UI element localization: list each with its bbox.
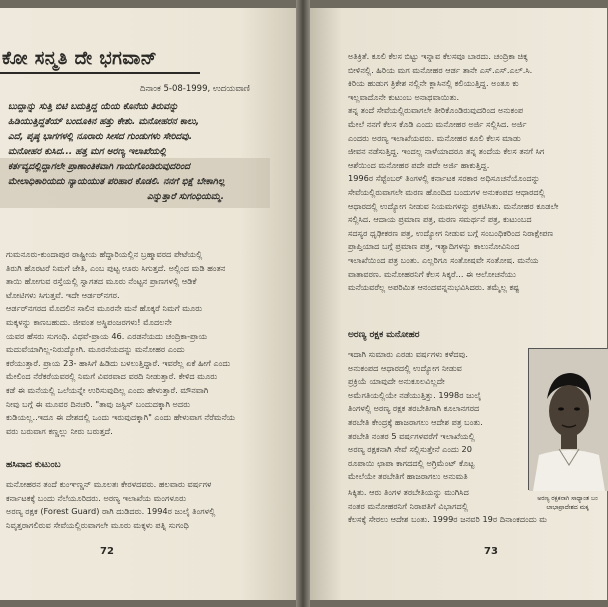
text-line: ಪ್ರಕ್ರಿಯೆ ಯಾವುದೇ ಅನುಕೂಲವಿಲ್ಲದೇ (348, 376, 445, 387)
title-underline (0, 46, 200, 74)
caption-line: ಲಾಭಾಪ್ರಾದೇಶದ ಮಕ್ಕ (546, 504, 589, 511)
left-body-text-2 (6, 478, 294, 532)
text-line: ಸಿಕ್ಕಿತು. ಆರು ತಿಂಗಳ ತರಬೇತಿಯನ್ನು ಮುಗಿಸಿದ (348, 487, 469, 497)
text-line: ಗುಮನೂರು-ಕುಂದಾಪುರ ರಾಷ್ಟ್ರೀಯ ಹೆದ್ದಾರಿಯಲ್ಲಿನ ಬ್ರಹ್ಮಾವರದ ಪೇಟೆಯಲ್ಲಿ (6, 249, 203, 259)
text-line: ನಂತರ ಮನೋಹರನಿಗೆ ನಿರಾಪತಿಗೆ ವಿಭಾಗದಲ್ಲಿ (348, 500, 469, 511)
caption-line: ಅರಣ್ಯ ರಕ್ಷಕನಾಗಿ ಸಾಧ್ಯಾಂತ ಬಂ (537, 495, 598, 502)
text-line: ಇಲ್ಲವಾದೊನೇ ಕುಟುಂಬ ಅನಾಥವಾಯಿತು. (348, 91, 460, 102)
quote-line: ಹಿಡಿಯುತ್ತಿದ್ದತೆಯ್ ಬಂದೂಕಿನ ಹತ್ತು ಕೇಶು. ಮನೋಹರನ ಕಾಲು, (8, 117, 200, 127)
text-line: ಅತಿಕ್ರಿತೆ. ಕೂಲಿ ಕೆಲಸ ಬಿಟ್ಟು ಇನ್ನಾವ ಕೆಲಸವೂ ಬಾರದು. ಚಂದ್ರಿಕಾ ಚಿಕ್ಕ (348, 51, 528, 61)
text-line: ನೀವು ಬಗ್ಗೆ ಈ ಮೂವರ ದಿನಚರಿ. "ತಾವು ಜಸ್ಟಿಸ್ ಬಂದುದಕ್ಕಾಗಿ ಅದರು (6, 398, 191, 409)
page-number-right: 73 (484, 546, 498, 557)
text-line: ಮನೆಯವರೆಲ್ಲ ಅಪರಿಮಿತ ಆನಂದವನ್ನನುಭವಿಸಿದರು. ತಮ್ಮೆಲ್ಲ ಕಷ್ಟ (348, 282, 520, 293)
portrait-photo (528, 348, 607, 490)
text-line: ಸದಸ್ಯರ ಧೃಢೀಕರಣ ಪತ್ರ, ಉದ್ಯೋಗ ನೀಡುವ ಬಗ್ಗೆ ಸಂಬಂಧಿಕರಿಂದ ನಿರಾಕ್ಷೇಪಣ (348, 227, 554, 238)
text-line: ಮದುವೆಯಾಗಿಲ್ಲ-ನಿರುದ್ಯೋಗಿ. ಮೂರನೆಯದನ್ನು ಮನೋಹರ ಎಂದು (6, 344, 185, 355)
text-line: ಮೇಲೆಯೇ ತರಬೇತಿಗೆ ಹಾಜರಾಗಲು ಅನುಮತಿ (348, 471, 468, 482)
text-line: ಅಮೆಗತಿಯಲ್ಲಿಯೇ ನಡೆಯುತ್ತಿತ್ತು. 1998ರ ಜುಲೈ (348, 389, 482, 400)
right-body-text (348, 50, 606, 295)
text-line: ಎಂದರು ಅರಣ್ಯ ಇಲಾಖೆಯವರು. ಮನೋಹರ ಕೂಲಿ ಕೆಲಸ ಮಾಡು (348, 132, 521, 143)
text-line: ಬೀಳಿನಲ್ಲಿ. ಹಿರಿಯ ಮಗ ಮನೋಹರ ಆರ್ಡ ತಾನೇ ಎಸ್.ಎಸ್.ಎಲ್.ಸಿ. (348, 64, 533, 75)
text-line: ಕಡೆ ಈ ಮನೆಯಲ್ಲಿ ಒಲೆಯನ್ನೇ ಉರಿಸುವುದಿಲ್ಲ ಎಂದು ಹೇಳುತ್ತಾರೆ. ಮೌನವಾಗಿ (6, 384, 209, 395)
right-body-text-3 (348, 486, 548, 527)
text-line: ಕರ್ನಾಟಕಕ್ಕೆ ಬಂದು ನೆಲೆಯೂರಿದರು. ಅರಣ್ಯ ಇಲಾಖೆಯ ಮಂಗಳೂರು (6, 492, 187, 503)
text-line: ಟೋಟಿಗಳು ಸಿಗುತ್ತವೆ. ಇದೇ ಆರ್ಡರ್‌ನಗರ. (6, 289, 120, 300)
left-page (0, 8, 300, 600)
text-line: ತಾಯಿ ಹೋಗುವ ರಸ್ತೆಯಲ್ಲಿ ಸ್ವಾಗತದ ಮೂರು ನೆಂಟ್ಟನ ಪ್ರಾಣಗಳಲ್ಲಿ ಆಡಿಕೆ (6, 276, 197, 287)
text-line: ಮೇಲೆ ನನಗೆ ಕೆಲಸ ಕೊಡಿ ಎಂದು ಮನೋಹರ ಅರ್ಜಿ ಸಲ್ಲಿಸಿದ. ಅರ್ಜಿ (348, 118, 527, 129)
text-line: 1996ರ ಸೆಪ್ಟೆಂಬರ್ ತಿಂಗಳಲ್ಲಿ ಕರ್ನಾಟಕ ಸರಕಾರ ಅಧಿಸೂಚನೆಯೊಂದನ್ನು (348, 173, 540, 184)
text-line: ನಿವೃತ್ತರಾಗಲಿರುವ ಸೇವೆಯಲ್ಲಿರುವಾಗಲೇ ಮೂರು ಮಕ್ಕಳು ಪತ್ನಿ ಸುಗಂಧಿ (6, 519, 189, 530)
text-line: ಇದಾಗಿ ಸುಮಾರು ಎರಡು ವರ್ಷಗಳು ಕಳೆದವು. (348, 349, 468, 359)
text-line: ಮಕ್ಕಳನ್ನು ಕಾಣಬಹುದು. ಜೀವಂತ ಅಸ್ಥಿಪಂಜರಗಳು! ಮೊದಲನೇ (6, 316, 172, 327)
text-line: ಕೆಲಸಕ್ಕೆ ಸೇರಲು ಆದೇಶ ಬಂತು. 1999ರ ಜನವರಿ 19ರ ದಿನಾಂಕದಂದು ಮ (348, 514, 548, 525)
text-line: ಅನುಕಂಪದ ಆಧಾರದಲ್ಲಿ ಉದ್ಯೋಗ ನೀಡುವ (348, 362, 462, 373)
text-line: ಅರಣ್ಯ ರಕ್ಷಕನಾಗಿ ಸೇವೆ ಸಲ್ಲಿಸುತ್ತೇನೆ ಎಂದು 20 (348, 444, 472, 455)
text-line: ವಾತಾವರಣ. ಮನೋಹರನಿಗೆ ಕೆಲಸ ಸಿಕ್ಕರೆ... ಈ ಆಲೋಚನೆಯು (348, 268, 516, 279)
photo-caption (528, 494, 607, 512)
section-heading: ಅರಣ್ಯ ರಕ್ಷಕ ಮನೋಹರ (348, 330, 420, 340)
text-line: ಕಿರಿಯ ಹುಡುಗ ತ್ರಿಕೇಶ ನಲ್ಲಿನೇ ಕ್ಲಾಸಿನಲ್ಲಿ ಕಲಿಯುತ್ತಿದ್ದ. ಅಂತೂ ಕು (348, 78, 519, 89)
text-line: ರೂಪಾಯಿ ಛಾಪಾ ಕಾಗದದಲ್ಲಿ ಅಗ್ರಿಮೆಂಟ್ ಕೊಟ್ಟ (348, 457, 475, 468)
text-line: ಕರೆಯುತ್ತಾರೆ. ಪ್ರಾಯ 23- ಹಾಸಿಗೆ ಹಿಡಿದು ಬಳಲುತ್ತಿದ್ದಾರೆ. ಇವರೆಲ್ಲ ಏಕೆ ಹೀಗೆ ಎಂದು (6, 357, 231, 368)
text-line: ಸಲ್ಲಿಸಿದ. ಆದಾಯ ಪ್ರಮಾಣ ಪತ್ರ, ಮರಣ ಸಮರ್ಥನೆ ಪತ್ರ, ಕುಟುಂಬದ (348, 214, 532, 225)
text-line: ತನ್ನ ತಂದೆ ಸೇವೆಯಲ್ಲಿರುವಾಗಲೇ ತೀರಿಕೊಂಡಿರುವುದರಿಂದ ಅನುಕಂಪ (348, 105, 524, 116)
text-line: ವರು ಬರುವಾಗ ಕಣ್ಣಲ್ಲು ನೀರು ಬರುತ್ತದೆ. (6, 425, 113, 436)
text-line: ತರಬೇತಿ ನಂತರ 5 ವರ್ಷಗಳವರೆಗೆ ಇಲಾಖೆಯಲ್ಲಿ (348, 430, 475, 441)
text-line: ಇಲಾಖೆಯಿಂದ ಪತ್ರ ಬಂತು. ಎಲ್ಲರಿಗೂ ಸಂತೋಷವೇ ಸಂತೋಷ. ಮನೆಯ (348, 254, 539, 265)
text-line: ತರಬೇತಿ ಕೇಂದ್ರಕ್ಕೆ ಹಾಜರಾಗಲು ಆದೇಶ ಪತ್ರ ಬಂತು. (348, 416, 483, 427)
right-page (306, 8, 607, 600)
text-line: ಆಶೆಯಿಂದ ಮನೋಹರ ಪದೇ ಪದೇ ಅರ್ಜಿ ಹಾಕುತ್ತಿದ್ದ. (348, 159, 490, 170)
page-number-left: 72 (100, 546, 114, 557)
quote-signature: ಎನ್ನುತ್ತಾರೆ ಸುಗಂಧಿಯಮ್ಮ. (147, 192, 224, 202)
text-line: ತಿರುಗಿ ಹೊರಟರೆ ನಿಮಗೆ ಜೇತಿ, ಎಂಬ ಪುಟ್ಟ ಊರು ಸಿಗುತ್ತದೆ. ಅಲ್ಲಿಂದ ಮಡಿ ಹಂತನ (6, 262, 226, 273)
text-line: ಮನೋಹರನ ತಂದೆ ಕುಂಞಣ್ಣನ್ ಮೂಲತಃ ಕೇರಳದವರು. ಹಲವಾರು ವರ್ಷಗಳ (6, 479, 212, 489)
right-body-text-2 (348, 348, 524, 484)
text-line: ಯವರ ಹೆಸರು ಸುಗಂಧಿ. ವಿಧವೆ-ಪ್ರಾಯ 46. ಎರಡನೆಯದು ಚಂದ್ರಿಕಾ-ಪ್ರಾಯ (6, 330, 208, 341)
article-title: ಕೋ ಸನ್ಮತಿ ದೇ ಭಗವಾನ್ (2, 48, 158, 69)
dateline: ದಿನಾಂಕ 5-08-1999, ಉದಯವಾಣಿ (140, 84, 250, 94)
text-line: ಪ್ರಾಪ್ತಿಯಾದ ಬಗ್ಗೆ ಪ್ರಮಾಣ ಪತ್ರ, ಇತ್ಯಾದಿಗಳನ್ನು ಕಾಲುನೋವಿನಿಂದ (348, 241, 520, 252)
text-line: ಮೇಲಿಂದ ನೆರೆಕರೆಯವರಲ್ಲಿ ನಿಮಗೆ ವಿವರವಾದ ವರದಿ ನೀಡುತ್ತಾರೆ. ಕೇಳಿದ ಮೂರು (6, 371, 218, 382)
portrait-image (529, 349, 608, 491)
quote-line: ಕರ್ತವ್ಯದಲ್ಲಿದ್ದಾಗಲೇ ಪ್ರಾಣಾಂತಿಕವಾಗಿ ಗಾಯಗೊಂಡಿರುವುದರಿಂದ (8, 162, 190, 172)
text-line: ಆಧಾರದಲ್ಲಿ ಉದ್ಯೋಗ ನೀಡುವ ನಿಯಮಗಳನ್ನು ಪ್ರಕಟಿಸಿತು. ಮನೋಹರ ಕೂಡಲೇ (348, 200, 559, 211)
text-line: ಕುಡಿಯಲ್ಲ..ಇದೂ ಈ ದೇಶದಲ್ಲಿ ಒಂದು ಇರುವುದಕ್ಕಾಗಿ" ಎಂದು ಹೇಳುವಾಗ ನೆರೆಮನೆಯ (6, 412, 236, 423)
quote-line: ಮನೋಹರ ಕುಸಿದ... ಹತ್ತ ಮಗ ಅರಣ್ಯ ಇಲಾಖೆಯಲ್ಲಿ (8, 147, 167, 157)
text-line: ಆರ್ಡರ್‌ನಗರದ ಮೊದಲಿನ ಸಾಲಿನ ಮೂರನೇ ಮನೆ ಹೊಕ್ಕರೆ ನಿಮಗೆ ಮೂರು (6, 303, 203, 314)
text-line: ತಿಂಗಳಲ್ಲಿ ಅರಣ್ಯ ರಕ್ಷಕ ತರಬೇತಿಗಾಗಿ ಕೂಲಾನಗರದ (348, 403, 480, 414)
left-body-text (6, 248, 294, 438)
book-gutter (296, 0, 310, 607)
section-heading: ಹಸಿವಾದ ಕುಟುಂಬ (6, 460, 61, 470)
text-line: ಸೇವೆಯಲ್ಲಿರುವಾಗಲೇ ಮರಣ ಹೊಂದಿದ ಬಂದುಗಳ ಅನುಕಂಪದ ಆಧಾರದಲ್ಲಿ (348, 186, 545, 197)
text-line: ಜೀವನ ನಡೆಸುತ್ತಿದ್ದ. ಇಂದಲ್ಲ ನಾಳೆಯಾದರೂ ತನ್ನ ತಂದೆಯ ಕೆಲಸ ತನಗೆ ಸಿಗ (348, 146, 545, 157)
pull-quote (8, 100, 270, 205)
quote-line: ಬುದ್ದಾನ್ನು ಸುತ್ತಿ ಬಿಟಿ ಬದುತ್ತಿದ್ದ ಯೆಯ ಕೊನೆಯ ತಿರುವನ್ನು (8, 102, 179, 112)
quote-line: ಮೇಲಾಧಿಕಾರಿಯದು ನ್ಯಾಯಯುತ ಪರಿಹಾರ ಕೊಡಲಿ. ನನಗೆ ಭಿಕ್ಷೆ ಬೇಕಾಗಿಲ್ಲ (8, 177, 225, 187)
quote-line: ಎದೆ, ಪೃಷ್ಠ ಭಾಗಗಳಲ್ಲಿ ನೂರಾರು ಸೀಸದ ಗುಂಡುಗಳು ಸೇರಿದವು. (8, 132, 193, 142)
text-line: ಅರಣ್ಯ ರಕ್ಷಕ (Forest Guard) ರಾಗಿ ದುಡಿದರು. 1994ರ ಜುಲೈ ತಿಂಗಳಲ್ಲಿ (6, 506, 216, 517)
